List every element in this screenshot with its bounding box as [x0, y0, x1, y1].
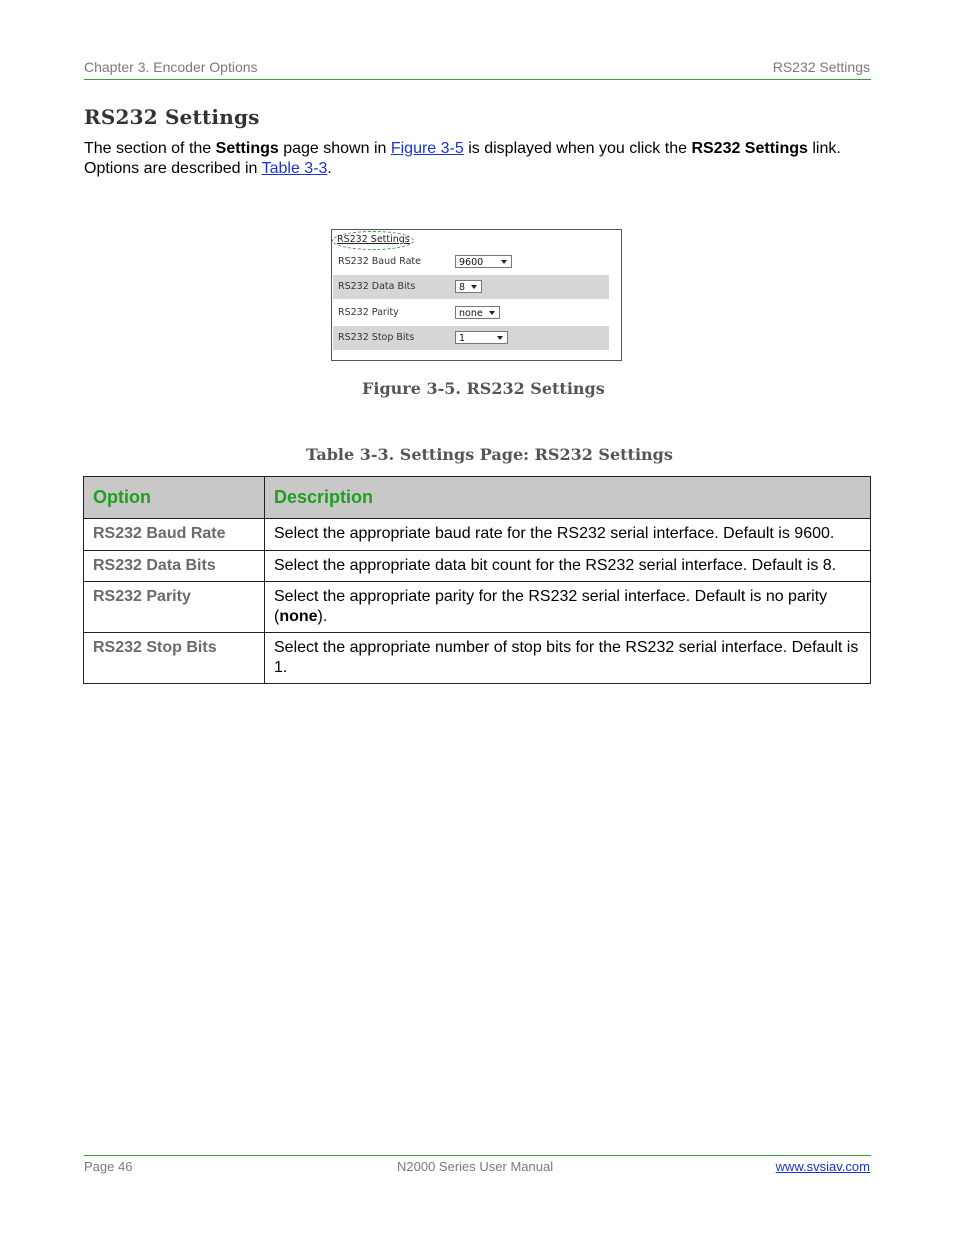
table-caption: Table 3-3. Settings Page: RS232 Settings: [306, 445, 673, 464]
table-row: [84, 582, 871, 633]
table-link[interactable]: Table 3-3: [261, 159, 328, 177]
description-text: Select the appropriate parity for the RS232 serial interface. Default is no parity (: [274, 588, 828, 625]
description-text: ).: [317, 607, 328, 625]
option-cell: RS232 Stop Bits: [84, 633, 265, 684]
website-link[interactable]: www.svsiav.com: [775, 1159, 870, 1174]
parity-select[interactable]: [455, 306, 500, 319]
manual-title: N2000 Series User Manual: [397, 1159, 554, 1174]
select-value: none: [459, 308, 483, 319]
baud-rate-select[interactable]: [455, 255, 512, 268]
intro-text: link. Options are described in: [84, 140, 841, 177]
figure-caption: Figure 3-5. RS232 Settings: [362, 379, 605, 398]
column-header-option: Option: [84, 477, 265, 519]
intro-bold-settings: Settings: [215, 140, 279, 157]
select-value: 8: [459, 282, 466, 293]
option-cell: RS232 Parity: [84, 582, 265, 633]
table-row: [84, 519, 871, 551]
page-header: [84, 59, 871, 80]
figure-row-data-bits: [333, 275, 609, 299]
stop-bits-select[interactable]: [455, 331, 508, 344]
option-cell: RS232 Data Bits: [84, 550, 265, 582]
description-cell: Select the appropriate data bit count for the RS232 serial interface. Default is 8.: [265, 550, 871, 582]
page-number: Page 46: [84, 1159, 133, 1174]
figure-row-stop-bits: [333, 326, 609, 350]
figure-row-label: RS232 Baud Rate: [338, 256, 421, 267]
chevron-down-icon: [489, 311, 495, 315]
page-footer: [84, 1155, 871, 1178]
chevron-down-icon: [497, 336, 503, 340]
chapter-title: Chapter 3. Encoder Options: [84, 59, 258, 75]
intro-text: .: [327, 159, 332, 177]
figure-row-label: RS232 Data Bits: [338, 281, 416, 292]
option-cell: RS232 Baud Rate: [84, 519, 265, 551]
description-bold-value: none: [279, 607, 318, 625]
section-heading: RS232 Settings: [84, 105, 260, 129]
intro-paragraph: [84, 139, 874, 178]
description-cell: Select the appropriate baud rate for the RS232 serial interface. Default is 9600.: [265, 519, 871, 551]
figure-link[interactable]: Figure 3-5: [390, 140, 464, 157]
intro-text: The section of the: [84, 140, 216, 157]
intro-text: is displayed when you click the: [463, 140, 692, 157]
figure-panel-title[interactable]: RS232 Settings: [337, 234, 410, 245]
table-header-row: [84, 477, 871, 519]
rs232-settings-figure: [331, 229, 622, 361]
table-row: [84, 633, 871, 684]
description-cell: [265, 582, 871, 633]
intro-text: page shown in: [278, 140, 391, 157]
options-table: [83, 476, 871, 684]
figure-row-label: RS232 Parity: [338, 307, 399, 318]
figure-row-label: RS232 Stop Bits: [338, 332, 415, 343]
column-header-description: Description: [265, 477, 871, 519]
select-value: 9600: [459, 257, 484, 268]
select-value: 1: [459, 333, 466, 344]
figure-row-baud-rate: [333, 250, 609, 274]
intro-bold-rs232: RS232 Settings: [691, 140, 808, 157]
figure-row-parity: [333, 301, 609, 325]
chevron-down-icon: [501, 260, 507, 264]
description-cell: Select the appropriate number of stop bits for the RS232 serial interface. Default is 1.: [265, 633, 871, 684]
table-row: [84, 550, 871, 582]
chevron-down-icon: [471, 285, 477, 289]
data-bits-select[interactable]: [455, 280, 482, 293]
section-title: RS232 Settings: [772, 59, 870, 75]
